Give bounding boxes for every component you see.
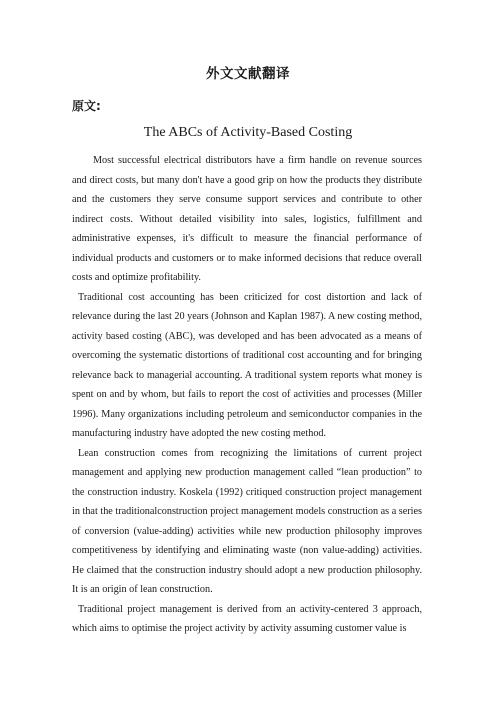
paragraph-1: Most successful electrical distributors have a firm handle on revenue sources and direct costs, but many don't have a good grip on how the products they distribute and the customers they serve consume support services and contribute to other indirect costs. Without detailed visibility into sales, logistics, fulfillment and administrative expenses, it's difficult to measure the financial performance of individual products and customers or to make informed decisions that reduce overall costs and optimize profitability. xyxy=(72,155,422,283)
paragraph-2: Traditional cost accounting has been criticized for cost distortion and lack of relevance during the last 20 years (Johnson and Kaplan 1987). A new costing method, activity based costing (ABC), was developed and has been advocated as a means of overcoming the systematic distortions of traditional cost accounting and for bringing relevance back to managerial accounting. A traditional system reports what money is spent on and by whom, but fails to report the cost of activities and processes (Miller 1996). Many organizations including petroleum and semiconductor companies in the manufacturing industry have adopted the new costing method. xyxy=(72,291,422,439)
paragraph-3: Lean construction comes from recognizing the limitations of current project management and applying new production management called “lean production” to the construction industry. Koskela (1992) critiqued construction project management in that the traditionalconstruction project management models construction as a series of conversion (value-adding) activities while new production philosophy improves competitiveness by identifying and eliminating waste (non value-adding) activities. He claimed that the construction industry should adopt a new production philosophy. It is an origin of lean construction. xyxy=(72,447,422,595)
paragraph-4: Traditional project management is derived from an activity-centered 3 approach, which aims to optimise the project activity by activity assuming customer value is xyxy=(72,603,422,634)
section-label: 原文: xyxy=(72,99,101,113)
article-title: The ABCs of Activity-Based Costing xyxy=(143,125,353,140)
article-body xyxy=(72,151,422,639)
document-heading: 外文文献翻译 xyxy=(206,66,290,82)
